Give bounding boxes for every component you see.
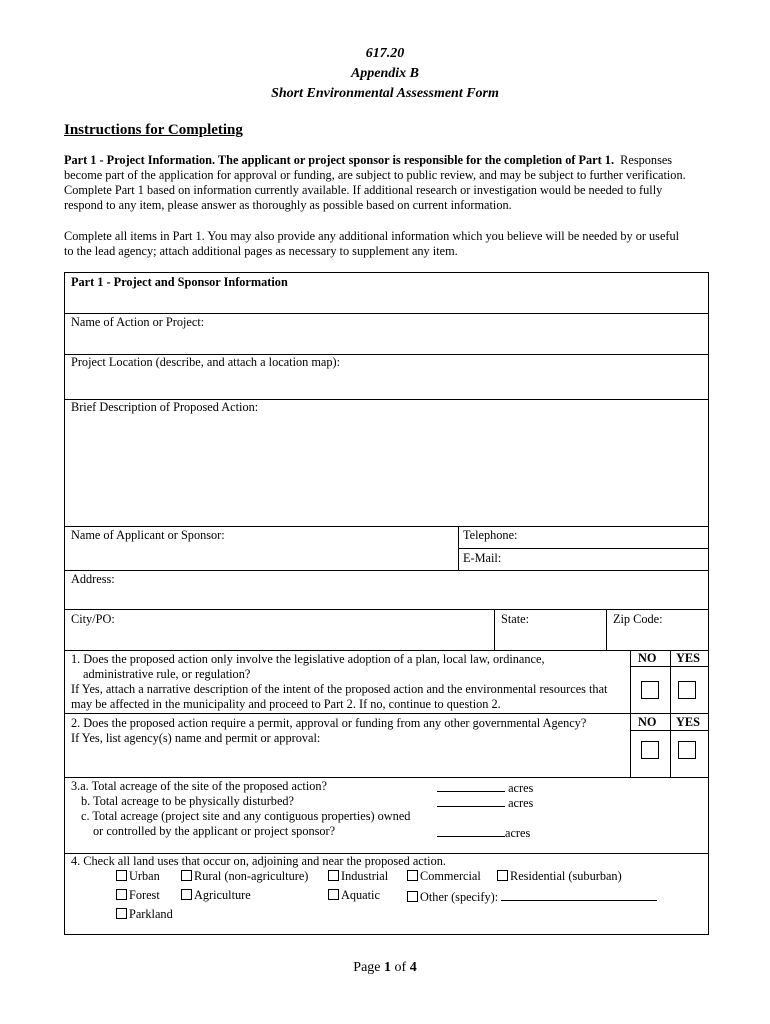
land-use-forest[interactable]: Forest (116, 888, 160, 903)
q2-yes-header: YES (676, 715, 700, 729)
question-1-line-3: If Yes, attach a narrative description of the intent of the proposed action and the environmental resources that (71, 682, 608, 696)
land-use-industrial[interactable]: Industrial (328, 869, 388, 884)
acres-3a-field[interactable]: acres (437, 779, 533, 796)
forest-checkbox[interactable] (116, 889, 127, 900)
appendix-title: Appendix B (350, 66, 420, 81)
land-use-agriculture[interactable]: Agriculture (181, 888, 251, 903)
q2-no-header: NO (638, 715, 657, 729)
zip-label: Zip Code: (613, 612, 663, 626)
parkland-checkbox[interactable] (116, 908, 127, 919)
q2-yes-checkbox[interactable] (678, 741, 696, 759)
land-use-urban[interactable]: Urban (116, 869, 160, 884)
instructions-paragraph-1: Part 1 - Project Information. The applicant or project sponsor is responsible for the completion of Part 1. Responses become part of the application for approval or funding, are subject to public review, and may be subject to further verification. Complete Part 1 based on information currently available. If additional research or investigation would be needed to fully respond to any item, please answer as thoroughly as possible based on current information. (64, 153, 686, 212)
aquatic-checkbox[interactable] (328, 889, 339, 900)
rural-checkbox[interactable] (181, 870, 192, 881)
part1-form (64, 272, 709, 935)
q1-yes-header: YES (676, 651, 700, 665)
name-of-action-label: Name of Action or Project: (71, 315, 205, 329)
acres-3c-field[interactable]: acres (437, 824, 530, 841)
land-use-other[interactable]: Other (specify): (407, 888, 657, 905)
city-label: City/PO: (71, 612, 115, 626)
state-label: State: (501, 612, 530, 626)
brief-description-label: Brief Description of Proposed Action: (71, 400, 259, 414)
question-1-line-1: 1. Does the proposed action only involve the legislative adoption of a plan, local law, ordinance, (71, 652, 545, 666)
land-use-parkland[interactable]: Parkland (116, 907, 173, 922)
q1-yes-checkbox[interactable] (678, 681, 696, 699)
email-label: E-Mail: (463, 551, 502, 565)
question-2-line-1: 2. Does the proposed action require a permit, approval or funding from any other governmental Agency? (71, 716, 587, 730)
part1-instruction-bold: Part 1 - Project Information. The applicant or project sponsor is responsible for the completion of Part 1. (64, 153, 615, 167)
acres-3b-field[interactable]: acres (437, 794, 533, 811)
urban-checkbox[interactable] (116, 870, 127, 881)
instructions-title: Instructions for Completing (64, 122, 243, 138)
question-3c-line-2: or controlled by the applicant or project sponsor? (93, 824, 336, 838)
part1-title: Part 1 - Project and Sponsor Information (71, 275, 288, 289)
form-title: Short Environmental Assessment Form (271, 86, 499, 101)
q1-no-header: NO (638, 651, 657, 665)
question-4: 4. Check all land uses that occur on, adjoining and near the proposed action. (71, 854, 446, 868)
other-checkbox[interactable] (407, 891, 418, 902)
question-1-line-2: administrative rule, or regulation? (83, 667, 251, 681)
commercial-checkbox[interactable] (407, 870, 418, 881)
address-label: Address: (71, 572, 115, 586)
instructions-paragraph-2: Complete all items in Part 1. You may also provide any additional information which you believe will be needed by or useful to the lead agency; attach additional pages as necessary to supplement any item. (64, 229, 680, 258)
question-1-line-4: may be affected in the municipality and proceed to Part 2. If no, continue to question 2. (71, 697, 501, 711)
q1-no-checkbox[interactable] (641, 681, 659, 699)
land-use-residential[interactable]: Residential (suburban) (497, 869, 622, 884)
project-location-label: Project Location (describe, and attach a location map): (71, 355, 341, 369)
land-use-aquatic[interactable]: Aquatic (328, 888, 380, 903)
land-use-commercial[interactable]: Commercial (407, 869, 481, 884)
telephone-label: Telephone: (463, 528, 518, 542)
residential-checkbox[interactable] (497, 870, 508, 881)
section-number: 617.20 (365, 46, 405, 61)
question-3b: b. Total acreage to be physically disturbed? (81, 794, 295, 808)
question-3a: 3.a. Total acreage of the site of the proposed action? (71, 779, 328, 793)
question-2-line-2: If Yes, list agency(s) name and permit or approval: (71, 731, 321, 745)
other-specify-field[interactable] (501, 888, 657, 901)
page-number: Page 1 of 4 (353, 960, 417, 975)
industrial-checkbox[interactable] (328, 870, 339, 881)
agriculture-checkbox[interactable] (181, 889, 192, 900)
question-3c-line-1: c. Total acreage (project site and any contiguous properties) owned (81, 809, 411, 823)
q2-no-checkbox[interactable] (641, 741, 659, 759)
applicant-label: Name of Applicant or Sponsor: (71, 528, 225, 542)
land-use-rural[interactable]: Rural (non-agriculture) (181, 869, 308, 884)
